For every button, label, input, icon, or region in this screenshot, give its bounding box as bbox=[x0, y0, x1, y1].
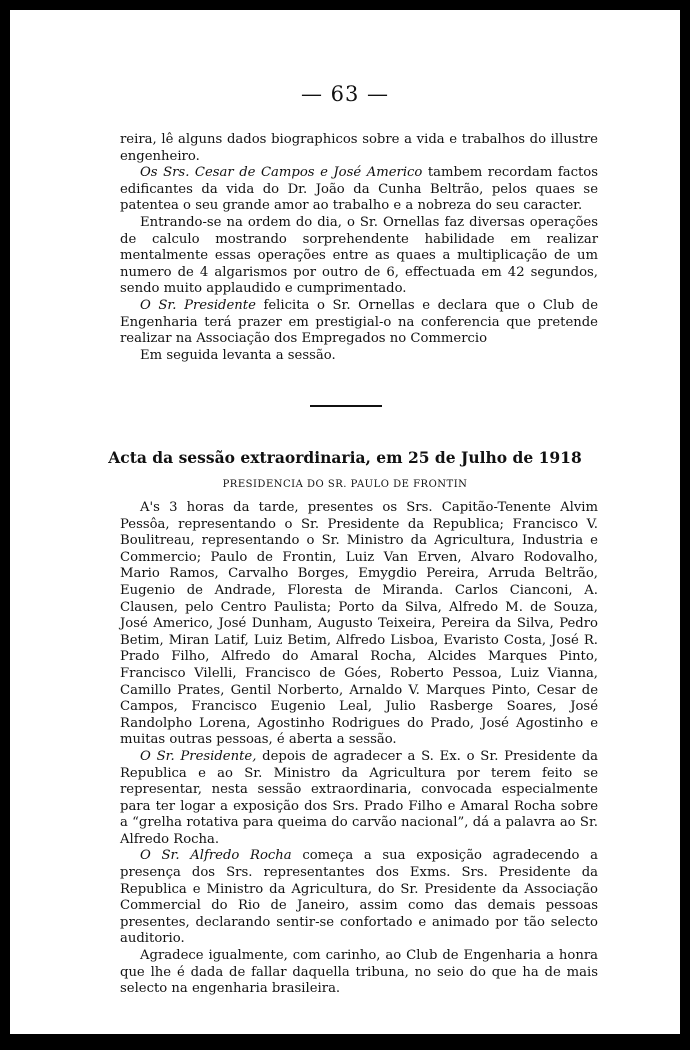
paragraph-text: depois de agradecer a S. Ex. o Sr. Presidente da Republica e ao Sr. Ministro da Agricultura por terem feito se representar, nesta sessão extraordinaria, convocada especialmente para ter logar a exposição dos Srs. Prado Filho e Amaral Rocha sobre a “grelha rotativa para queima do carvão nacional”, dá a palavra ao Sr. Alfredo Rocha. bbox=[120, 748, 599, 847]
paragraph-attendance: A's 3 horas da tarde, presentes os Srs. Capitão-Tenente Alvim Pessôa, representando o Sr. Presidente da Republica; Francisco V. Boulitreau, representando o Sr. Ministro da Agricultura, Industria e Commercio; Paulo de Frontin, Luiz Van Erven, Alvaro Rodovalho, Mario Ramos, Carvalho Borges, Emygdio Pereira, Arruda Beltrão, Eugenio de Andrade, Floresta de Miranda. Carlos Cianconi, A. Clausen, pelo Centro Paulista; Porto da Silva, Alfredo M. de Souza, José Americo, José Dunham, Augusto Teixeira, Pereira da Silva, Pedro Betim, Miran Latif, Luiz Betim, Alfredo Lisboa, Evaristo Costa, José R. Prado Filho, Alfredo do Amaral Rocha, Alcides Marques Pinto, Francisco Vilelli, Francisco de Góes, Roberto Pessoa, Luiz Vianna, Camillo Prates, Gentil Norberto, Arnaldo V. Marques Pinto, Cesar de Campos, Francisco Eugenio Leal, Julio Rasberge Soares, José Randolpho Lorena, Agostinho Rodrigues do Prado, José Agostinho e muitas outras pessoas, é aberta a sessão. bbox=[120, 500, 598, 748]
page-number: — 63 — bbox=[300, 82, 390, 106]
paragraph-ornellas: Entrando-se na ordem do dia, o Sr. Ornellas faz diversas operações de calculo mostrando sorprehendente habilidade em realizar mentalmente essas operações entre as quaes a multiplicação de um numero de 4 algarismos por outro de 6, effectuada em 42 segundos, sendo muito applaudido e cumprimentado. bbox=[120, 214, 598, 297]
speaker-name: O Sr. Presidente, bbox=[140, 748, 257, 764]
paragraph-thanks: Agradece igualmente, com carinho, ao Club de Engenharia a honra que lhe é dada de fallar daquella tribuna, no seio do que ha de mais selecto na engenharia brasileira. bbox=[120, 948, 598, 997]
paragraph-session-closed: Em seguida levanta a sessão. bbox=[140, 347, 336, 363]
paragraph-text: começa a sua exposição agradecendo a presença dos Srs. representantes dos Exms. Srs. Presidente da Republica e Ministro da Agricultura, do Sr. Presidente da Associação Commercial do Rio de Janeiro, assim como das demais pessoas presentes, declarando sentir-se confortado e animado por tão selecto auditorio. bbox=[120, 848, 598, 947]
paragraph-rocha-exposition bbox=[120, 848, 598, 948]
paragraph-text: tambem recordam factos edificantes da vida do Dr. João da Cunha Beltrão, pelos quaes se patentea o seu grande amor ao trabalho e a nobreza do seu caracter. bbox=[120, 165, 598, 214]
paragraph-continuation: reira, lê alguns dados biographicos sobre a vida e trabalhos do illustre engenheiro. bbox=[120, 132, 598, 164]
presidency-line: PRESIDENCIA DO SR. PAULO DE FRONTIN bbox=[222, 479, 468, 490]
document-page bbox=[10, 10, 680, 1034]
paragraph-text: felicita o Sr. Ornellas e declara que o Club de Engenharia terá prazer em prestigial-o na conferencia que pretende realizar na Associação dos Empregados no Commercio bbox=[120, 297, 599, 347]
speaker-name: O Sr. Presidente bbox=[140, 297, 256, 313]
section-title: Acta da sessão extraordinaria, em 25 de Julho de 1918 bbox=[108, 448, 582, 467]
paragraph-president-opening bbox=[120, 749, 598, 849]
section-divider bbox=[310, 405, 382, 407]
paragraph-president-congratulates bbox=[120, 298, 598, 348]
minutes-body bbox=[120, 500, 598, 998]
previous-session-text bbox=[120, 132, 598, 364]
speaker-name: Os Srs. Cesar de Campos e José Americo bbox=[140, 165, 423, 181]
paragraph-tributes bbox=[120, 165, 598, 215]
speaker-name: O Sr. Alfredo Rocha bbox=[140, 848, 292, 864]
